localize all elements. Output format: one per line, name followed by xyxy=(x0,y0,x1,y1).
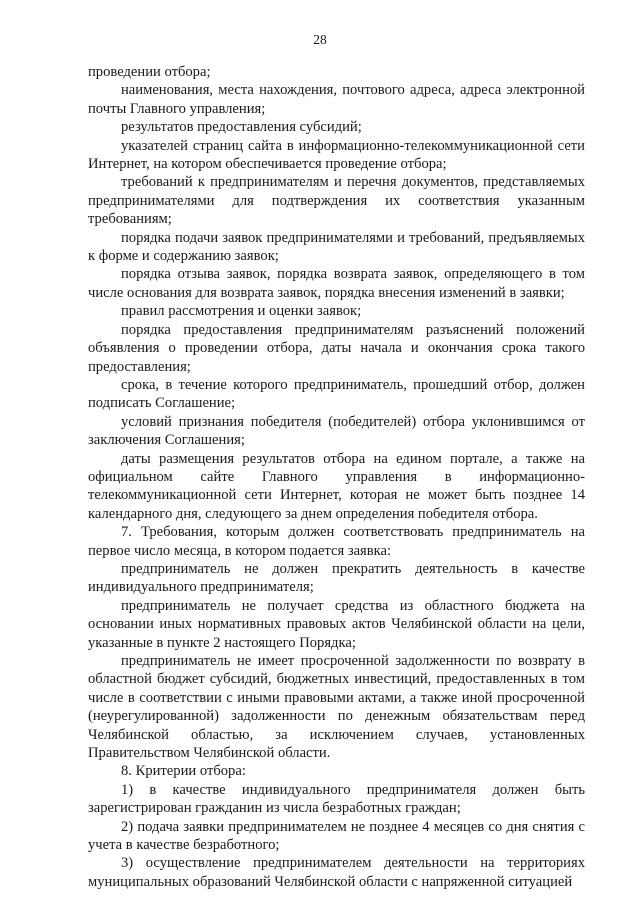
list-item: 1) в качестве индивидуального предпринимателя должен быть зарегистрирован гражданин из числа безработных граждан; xyxy=(88,781,585,817)
list-item: 3) осуществление предпринимателем деятельности на территориях муниципальных образований Челябинской области с напряженной ситуацией xyxy=(88,855,585,890)
paragraph: правил рассмотрения и оценки заявок; xyxy=(121,303,362,320)
section-heading: 7. Требования, которым должен соответствовать предприниматель на первое число месяца, в котором подается заявка: xyxy=(88,524,585,559)
paragraph: условий признания победителя (победителей) отбора уклонившимся от заключения Соглашения; xyxy=(88,413,585,449)
paragraph: результатов предоставления субсидий; xyxy=(121,119,362,136)
page-number: 28 xyxy=(313,32,327,47)
paragraph: предприниматель не имеет просроченной задолженности по возврату в областной бюджет субсидий, бюджетных инвестиций, предоставленных в том числе в соответствии с иными правовыми актами, а также иной просроченной (неурегулированной) задолженности по денежным обязательствам перед Челябинской областью, за исключением случаев, установленных Правительством Челябинской области. xyxy=(88,653,585,762)
paragraph: даты размещения результатов отбора на едином портале, а также на официальном сайте Главного управления в информационно-телекоммуникационной сети Интернет, которая не может быть позднее 14 календарного дня, следующего за днем определения победителя отбора. xyxy=(88,450,585,522)
paragraph: порядка подачи заявок предпринимателями и требований, предъявляемых к форме и содержанию заявок; xyxy=(88,229,585,265)
paragraph: предприниматель не должен прекратить деятельность в качестве индивидуального предпринимателя; xyxy=(88,560,585,596)
paragraph: требований к предпринимателям и перечня документов, представляемых предпринимателями для подтверждения их соответствия указанным требованиям; xyxy=(88,174,585,228)
document-body xyxy=(88,63,585,891)
paragraph: предприниматель не получает средства из областного бюджета на основании иных нормативных правовых актов Челябинской области на цели, указанные в пункте 2 настоящего Порядка; xyxy=(88,597,585,651)
paragraph: порядка предоставления предпринимателям разъяснений положений объявления о проведении отбора, даты начала и окончания срока такого предоставления; xyxy=(88,321,585,375)
paragraph: указателей страниц сайта в информационно-телекоммуникационной сети Интернет, на котором обеспечивается проведение отбора; xyxy=(88,137,585,173)
list-item: 2) подача заявки предпринимателем не позднее 4 месяцев со дня снятия с учета в качестве безработного; xyxy=(88,818,585,854)
section-heading: 8. Критерии отбора: xyxy=(121,763,246,780)
paragraph: наименования, места нахождения, почтового адреса, адреса электронной почты Главного управления; xyxy=(88,82,585,117)
paragraph: порядка отзыва заявок, порядка возврата заявок, определяющего в том числе основания для возврата заявок, порядка внесения изменений в заявки; xyxy=(88,266,585,301)
paragraph: срока, в течение которого предприниматель, прошедший отбор, должен подписать Соглашение; xyxy=(88,376,585,412)
paragraph: проведении отбора; xyxy=(88,64,211,80)
